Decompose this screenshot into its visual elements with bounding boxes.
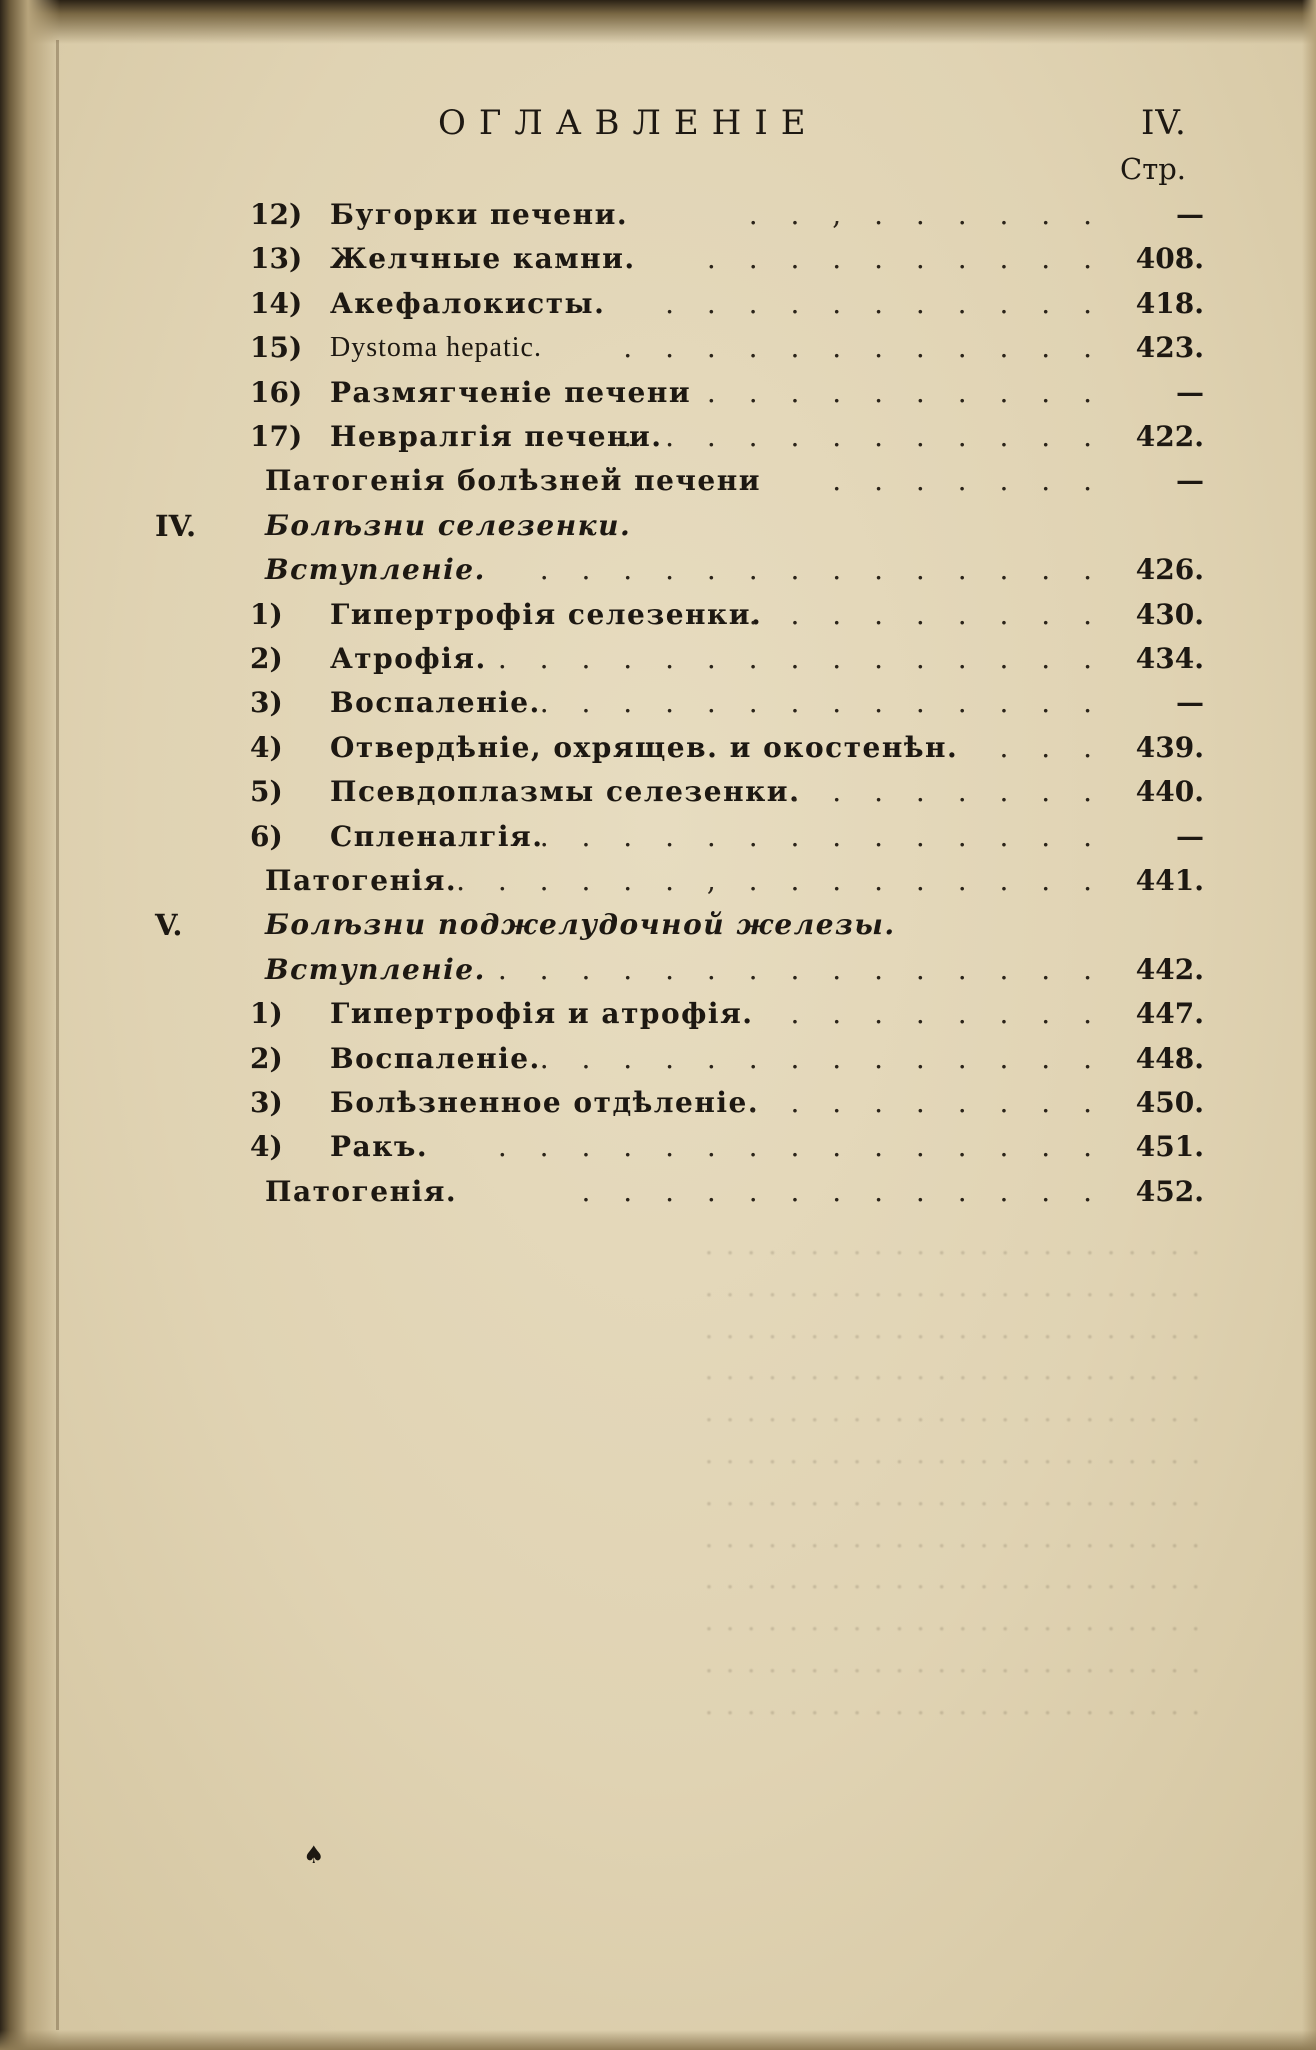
toc-row	[0, 415, 1316, 459]
dot-leader: . . .	[999, 730, 1104, 764]
entry-number: 3)	[250, 686, 283, 720]
entry-number: 13)	[250, 242, 303, 276]
toc-row	[0, 859, 1316, 903]
entry-number: 15)	[250, 331, 303, 365]
entry-title: Патогенія.	[265, 1174, 458, 1208]
dot-leader: . . . . . . , . . . . . . . . .	[456, 864, 1104, 897]
entry-number: 6)	[250, 819, 283, 853]
entry-number: 2)	[250, 1041, 283, 1075]
section-heading: Болѣзни поджелудочной железы.	[265, 908, 896, 942]
entry-title: Отвердѣніе, охрящев. и окостенѣн.	[330, 730, 959, 764]
toc-row	[0, 593, 1316, 637]
dot-leader: . . . . . . . . . .	[706, 242, 1104, 276]
entry-title: Акефалокисты.	[330, 286, 606, 320]
dot-leader: . . . . . . . . . . .	[665, 286, 1104, 320]
dot-leader: . . . . . . . . . .	[706, 375, 1104, 409]
toc-row	[0, 903, 1316, 947]
toc-row	[0, 371, 1316, 415]
section-heading: Болѣзни селезенки.	[265, 508, 632, 542]
toc-row	[0, 815, 1316, 859]
entry-title: Патогенія.	[265, 864, 458, 897]
entry-title: Воспаленіе.	[330, 686, 541, 720]
dot-leader: . . . . . . . . . . . . . . . .	[456, 952, 1104, 986]
entry-number: 5)	[250, 775, 283, 809]
entry-number: 1)	[250, 997, 283, 1031]
page-number: —	[1176, 375, 1204, 409]
entry-title: Ракъ.	[330, 1130, 429, 1164]
page-number: —	[1176, 198, 1204, 231]
page-number: 423.	[1135, 331, 1204, 365]
toc-row	[0, 637, 1316, 681]
entry-title: Вступленіе.	[265, 553, 486, 587]
toc-row	[0, 326, 1316, 370]
dot-leader: . . . . . . . . . . . .	[623, 420, 1104, 453]
toc-row	[0, 193, 1316, 237]
page-number: 434.	[1135, 642, 1204, 675]
toc-row	[0, 681, 1316, 725]
entry-number: 16)	[250, 375, 303, 409]
entry-number: 3)	[250, 1086, 283, 1119]
bleed-through-texture: . . . . . . . . . . . . . . . . . . . . . . . . . . . . . . . . . . . . . . . . . . . . . . . . . . . . . . . . . . . . . . . . . . . . . . . . . . . . . . . . . . . . . . . . . . . . . . . . . . . . . . . . . . . . . . . . . . . . . . . . . . . . . . . . . . . . . . . . . . . . . . . . . . . . . . . . . . . . . . . . . . . . . . . . . . . . . . . . . . . . . . . . . . . . . . . . . . . . . . . . . . . . . . . . . . . . . . . . . . . . . . . . . . . . . . . . . . . . . . . . . . . . . . . . . . . . . . . . . . . . . . . . . . . . . . . . . . . . . . . . . . . . . . . .	[702, 1230, 1200, 1721]
page-number: 408.	[1135, 242, 1204, 276]
toc-row	[0, 770, 1316, 814]
toc-row	[0, 459, 1316, 503]
dot-leader: . . . . . . .	[832, 464, 1104, 498]
dot-leader: . . . . . . . . . . . . . .	[539, 819, 1104, 853]
section-number: V.	[155, 908, 183, 943]
dot-leader: . . . . . . . . . . . . . . . .	[456, 642, 1104, 675]
toc-row	[0, 1081, 1316, 1125]
page-number: 439.	[1135, 730, 1204, 764]
entry-title: Гипертрофія селезенки.	[330, 597, 763, 631]
page-number: 418.	[1135, 286, 1204, 320]
dot-leader: . . . . . . . .	[790, 997, 1104, 1031]
entry-title: Вступленіе.	[265, 952, 486, 986]
entry-number: 17)	[250, 420, 303, 453]
toc-row	[0, 282, 1316, 326]
entry-title: Невралгія печени.	[330, 420, 663, 453]
entry-title: Гипертрофія и атрофія.	[330, 997, 754, 1031]
toc-row	[0, 504, 1316, 548]
part-number: IV.	[1141, 103, 1187, 143]
toc-row	[0, 726, 1316, 770]
page-number: 442.	[1135, 952, 1204, 986]
toc-row	[0, 948, 1316, 992]
toc-row	[0, 992, 1316, 1036]
page-number: 451.	[1135, 1130, 1204, 1164]
page-number: —	[1176, 464, 1204, 498]
page-number: —	[1176, 819, 1204, 853]
toc-row	[0, 1037, 1316, 1081]
dot-leader: . . . . . . . . .	[748, 1086, 1104, 1119]
dot-leader: . . , . . . . . .	[748, 198, 1104, 231]
entry-number: 4)	[250, 1130, 283, 1164]
entry-title: Спленалгія.	[330, 819, 544, 853]
toc-row	[0, 1170, 1316, 1214]
page-number: 450.	[1135, 1086, 1204, 1119]
page-number: 430.	[1135, 597, 1204, 631]
entry-number: 1)	[250, 597, 283, 631]
dot-leader: . . . . . . . . . . . . . .	[539, 686, 1104, 720]
dot-leader: . . . . . . . . .	[748, 597, 1104, 631]
page-number: 440.	[1135, 775, 1204, 809]
page-number: 452.	[1135, 1174, 1204, 1208]
entry-title: Желчные камни.	[330, 242, 636, 276]
toc-row	[0, 1125, 1316, 1169]
entry-number: 12)	[250, 198, 303, 231]
page-column-label: Стр.	[1120, 152, 1187, 186]
entry-number: 2)	[250, 642, 283, 675]
page-number: —	[1176, 686, 1204, 720]
dot-leader: . . . . . . . . . . . . . . .	[497, 1130, 1104, 1164]
toc-row	[0, 548, 1316, 592]
dot-leader: . . . . . . . . . . . . .	[581, 1174, 1104, 1208]
entry-title: Псевдоплазмы селезенки.	[330, 775, 801, 809]
ink-mark: ♠	[303, 1841, 325, 1869]
entry-title: Бугорки печени.	[330, 198, 629, 231]
toc-row	[0, 237, 1316, 281]
page-number: 447.	[1135, 997, 1204, 1031]
page-number: 448.	[1135, 1041, 1204, 1075]
entry-number: 4)	[250, 730, 283, 764]
entry-title: Размягченіе печени	[330, 375, 692, 409]
dot-leader: . . . . . . . .	[790, 775, 1104, 809]
entry-title: Патогенія болѣзней печени	[265, 464, 761, 498]
entry-title: Dystoma hepatic.	[330, 332, 542, 364]
dot-leader: . . . . . . . . . . . .	[623, 331, 1104, 365]
page-title: ОГЛАВЛЕНІЕ	[438, 103, 819, 143]
dot-leader: . . . . . . . . . . . . . .	[539, 1041, 1104, 1075]
entry-number: 14)	[250, 286, 303, 320]
page-number: 426.	[1135, 553, 1204, 587]
entry-title: Атрофія.	[330, 642, 487, 675]
entry-title: Воспаленіе.	[330, 1041, 541, 1075]
section-number: IV.	[155, 508, 197, 543]
entry-title: Болѣзненное отдѣленіе.	[330, 1086, 760, 1119]
dot-leader: . . . . . . . . . . . . . .	[539, 553, 1104, 587]
page-number: 422.	[1135, 420, 1204, 453]
page-number: 441.	[1135, 864, 1204, 897]
